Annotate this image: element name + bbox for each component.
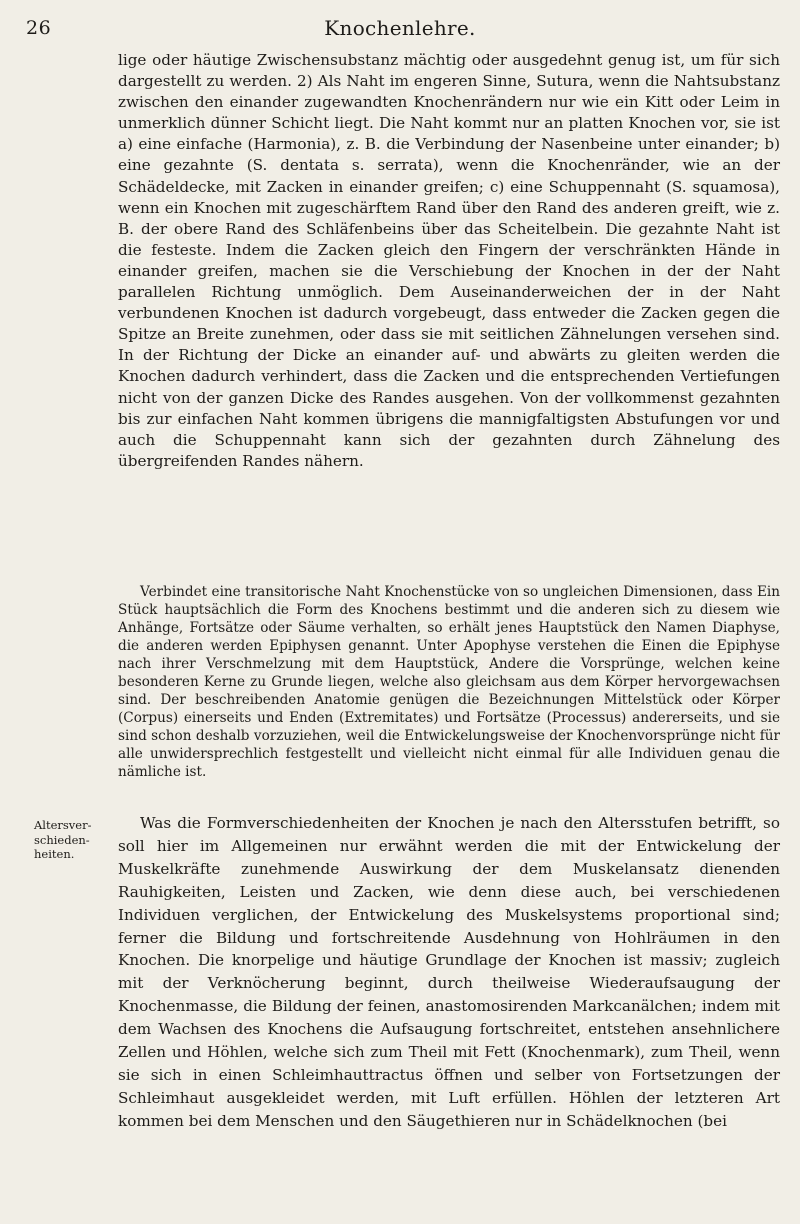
- paragraph-block-diaphyse: [118, 583, 780, 781]
- running-title: Knochenlehre.: [324, 16, 476, 40]
- margin-note-line: Altersver-: [34, 818, 92, 832]
- paragraph-block-sutures: [118, 50, 780, 472]
- page-number: 26: [26, 17, 52, 39]
- paragraph: lige oder häutige Zwischensubstanz mächtig oder ausgedehnt genug ist, um für sich dargestellt zu werden. 2) Als Naht im engeren Sinne, Sutura, wenn die Nahtsubstanz zwischen den einander zugewandten Knochenrändern nur wie ein Kitt oder Leim in unmerklich dünner Schicht liegt. Die Naht kommt nur an platten Knochen vor, sie ist a) eine einfache (Harmonia), z. B. die Verbindung der Nasenbeine unter einander; b) eine gezahnte (S. dentata s. serrata), wenn die Knochenränder, wie an der Schädeldecke, mit Zacken in einander greifen; c) eine Schuppennaht (S. squamosa), wenn ein Knochen mit zugeschärftem Rand über den Rand des anderen greift, wie z. B. der obere Rand des Schläfenbeins über das Scheitelbein. Die gezahnte Naht ist die festeste. Indem die Zacken gleich den Fingern der verschränkten Hände in einander greifen, machen sie die Verschiebung der Knochen in der der Naht parallelen Richtung unmöglich. Dem Auseinanderweichen der in der Naht verbundenen Knochen ist dadurch vorgebeugt, dass entweder die Zacken gegen die Spitze an Breite zunehmen, oder dass sie mit seitlichen Zähnelungen versehen sind. In der Richtung der Dicke an einander auf- und abwärts zu gleiten werden die Knochen dadurch verhindert, dass die Zacken und die entsprechenden Vertiefungen nicht von der ganzen Dicke des Randes ausgehen. Von der vollkommenst gezahnten bis zur einfachen Naht kommen übrigens die mannigfaltigsten Abstufungen vor und auch die Schuppennaht kann sich der gezahnten durch Zähnelung des übergreifenden Randes nähern.: [118, 51, 780, 470]
- margin-note-line: heiten.: [34, 847, 75, 861]
- paragraph-block-altersstufen: [118, 812, 780, 1133]
- margin-note-line: schieden-: [34, 832, 90, 847]
- paragraph: Was die Formverschiedenheiten der Knochen je nach den Altersstufen betrifft, so soll hier im Allgemeinen nur erwähnt werden die mit der Entwickelung der Muskelkräfte zunehmende Auswirkung der dem Muskelansatz dienenden Rauhigkeiten, Leisten und Zacken, wie denn diese auch, bei verschiedenen Individuen verglichen, der Entwickelung des Muskelsystems proportional sind; ferner die Bildung und fortschreitende Ausdehnung von Hohlräumen in den Knochen. Die knorpelige und häutige Grundlage der Knochen ist massiv; zugleich mit der Verknöcherung beginnt, durch theilweise Wiederaufsaugung der Knochenmasse, die Bildung der feinen, anastomosirenden Markcanälchen; indem mit dem Wachsen des Knochens die Aufsaugung fortschreitet, entstehen ansehnlichere Zellen und Höhlen, welche sich zum Theil mit Fett (Knochenmark), zum Theil, wenn sie sich in einen Schleimhauttractus öffnen und selber von Fortsetzungen der Schleimhaut ausgekleidet werden, mit Luft erfüllen. Höhlen der letzteren Art kommen bei dem Menschen und den Säugethieren nur in Schädelknochen (bei: [118, 814, 780, 1130]
- paragraph-small-print: Verbindet eine transitorische Naht Knochenstücke von so ungleichen Dimensionen, dass Ein Stück hauptsächlich die Form des Knochens bestimmt und die anderen sich zu diesem wie Anhänge, Fortsätze oder Säume verhalten, so erhält jenes Hauptstück den Namen Diaphyse, die anderen werden Epiphysen genannt. Unter Apophyse verstehen die Einen die Epiphyse nach ihrer Verschmelzung mit dem Hauptstück, Andere die Vorsprünge, welchen keine besonderen Kerne zu Grunde liegen, welche also gleichsam aus dem Körper hervorgewachsen sind. Der beschreibenden Anatomie genügen die Bezeichnungen Mittelstück oder Körper (Corpus) einerseits und Enden (Extremitates) und Fortsätze (Processus) andererseits, und sie sind schon deshalb vorzuziehen, weil die Entwickelungsweise der Knochenvorsprünge nicht für alle unwidersprechlich festgestellt und vielleicht nicht einmal für alle Individuen genau die nämliche ist.: [118, 584, 780, 780]
- margin-note: [34, 818, 112, 862]
